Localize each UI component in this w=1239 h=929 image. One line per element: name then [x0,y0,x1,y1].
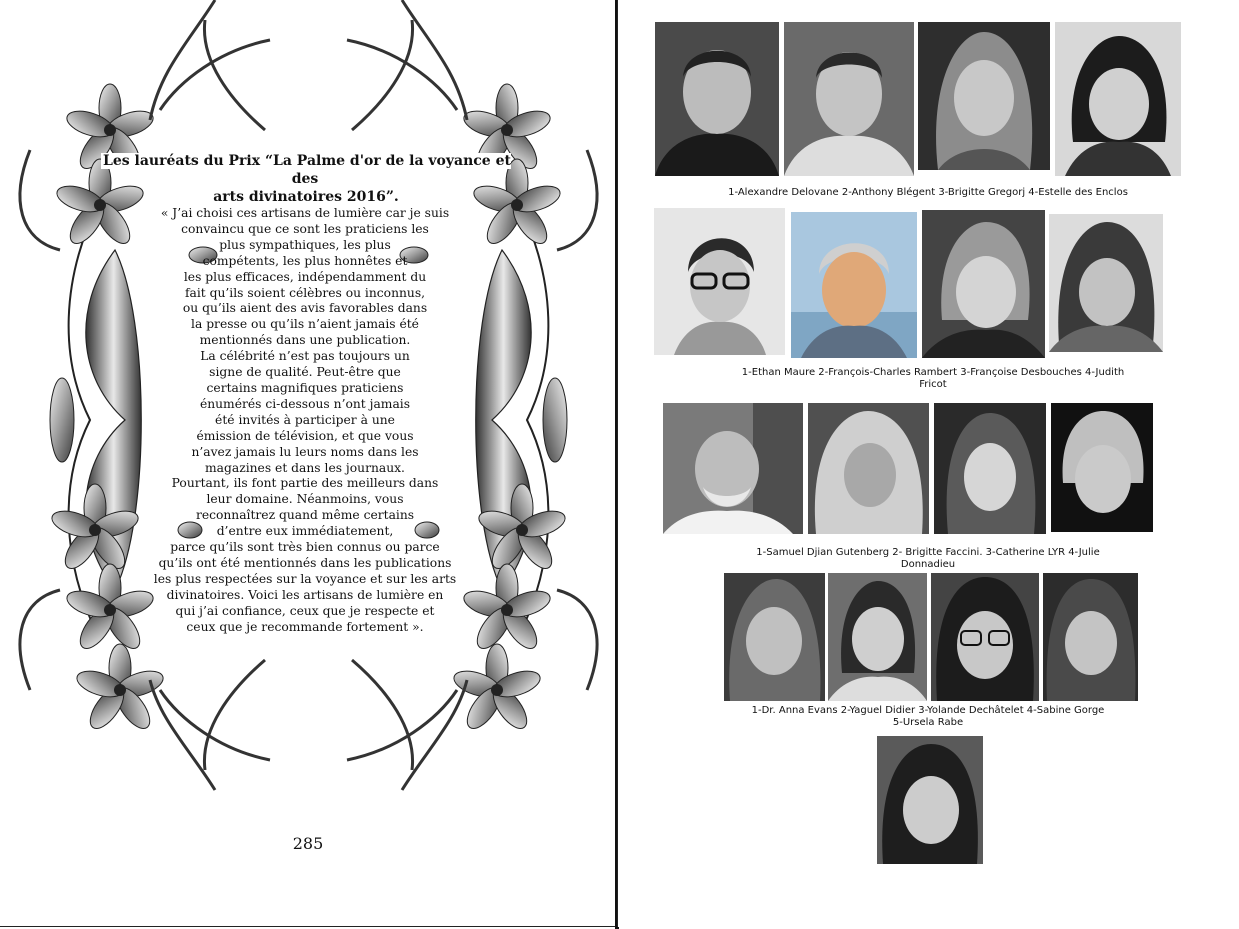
page-title [96,152,516,206]
portrait-photo [655,22,779,176]
quote-line: la presse ou qu’ils n’aient jamais été [191,317,419,332]
portrait-photo [922,210,1045,358]
portrait-photo [918,22,1050,170]
quote-line: convaincu que ce sont les praticiens les [181,221,429,236]
caption-line: 1-Ethan Maure 2-François-Charles Rambert 3-Françoise Desbouches 4-Judith [741,367,1125,378]
caption-row-4 [718,705,1138,729]
portrait-photo [1049,214,1163,352]
quote-line: qu’ils ont été mentionnés dans les publications [158,555,452,570]
quote-line: magazines et dans les journaux. [205,460,405,475]
quote-line: Pourtant, ils font partie des meilleurs dans [171,476,439,491]
quote-line: les plus respectées sur la voyance et sur les arts [153,571,457,586]
quote-line: fait qu’ils soient célèbres ou inconnus, [184,285,426,300]
quote-line: signe de qualité. Peut-être que [209,365,401,380]
quote-line: La célébrité n’est pas toujours un [200,349,410,364]
quote-line: d’entre eux immédiatement, [216,524,394,539]
caption-row-3 [728,547,1128,571]
caption-line: Fricot [919,379,947,390]
quote-line: certains magnifiques praticiens [206,380,404,395]
caption-line: 5-Ursela Rabe [892,717,964,728]
quote-paragraph [150,206,460,635]
portrait-photo [931,573,1039,701]
quote-line: plus sympathiques, les plus [219,237,391,252]
caption-line: Donnadieu [900,559,956,570]
portrait-photo [1055,22,1181,176]
quote-line: énumérés ci-dessous n’ont jamais [199,396,411,411]
quote-line: divinatoires. Voici les artisans de lumière en [166,587,444,602]
page-number: 285 [292,834,324,853]
portrait-photo [808,403,929,534]
quote-line: n’avez jamais lu leurs noms dans les [191,444,419,459]
title-line-1: Les lauréats du Prix “La Palme d'or de la voyance et des [103,153,511,187]
quote-line: « J’ai choisi ces artisans de lumière car je suis [160,206,450,220]
quote-line: qui j’ai confiance, ceux que je respecte et [175,603,435,618]
quote-line: été invités à participer à une [215,412,395,427]
quote-line: mentionnés dans une publication. [199,333,411,348]
portrait-photo [663,403,803,534]
portrait-photo [1043,573,1138,701]
quote-line: les plus efficaces, indépendamment du [183,269,427,284]
title-line-2: arts divinatoires 2016”. [213,189,399,205]
quote-line: reconnaîtrez quand même certains [195,508,415,523]
caption-row-2 [718,367,1148,391]
quote-line: leur domaine. Néanmoins, vous [206,492,404,507]
portrait-photo [791,212,917,358]
portrait-photo [724,573,825,701]
left-page [0,0,617,927]
portrait-photo [877,736,983,864]
caption-line: 1-Samuel Djian Gutenberg 2- Brigitte Faccini. 3-Catherine LYR 4-Julie [756,547,1100,558]
portrait-photo [934,403,1046,534]
quote-line: ceux que je recommande fortement ». [186,619,424,634]
quote-line: émission de télévision, et que vous [196,428,414,443]
caption-row-1: 1-Alexandre Delovane 2-Anthony Blégent 3-Brigitte Gregorj 4-Estelle des Enclos [728,187,1128,198]
portrait-photo [828,573,927,701]
caption-line: 1-Dr. Anna Evans 2-Yaguel Didier 3-Yolande Dechâtelet 4-Sabine Gorge [751,705,1105,716]
quote-line: ou qu’ils aient des avis favorables dans [182,301,428,316]
portrait-photo [1051,403,1153,532]
quote-line: compétents, les plus honnêtes et [202,253,408,268]
right-page [617,0,1239,927]
quote-line: parce qu’ils sont très bien connus ou parce [170,540,440,555]
portrait-photo [654,208,785,355]
portrait-photo [784,22,914,176]
